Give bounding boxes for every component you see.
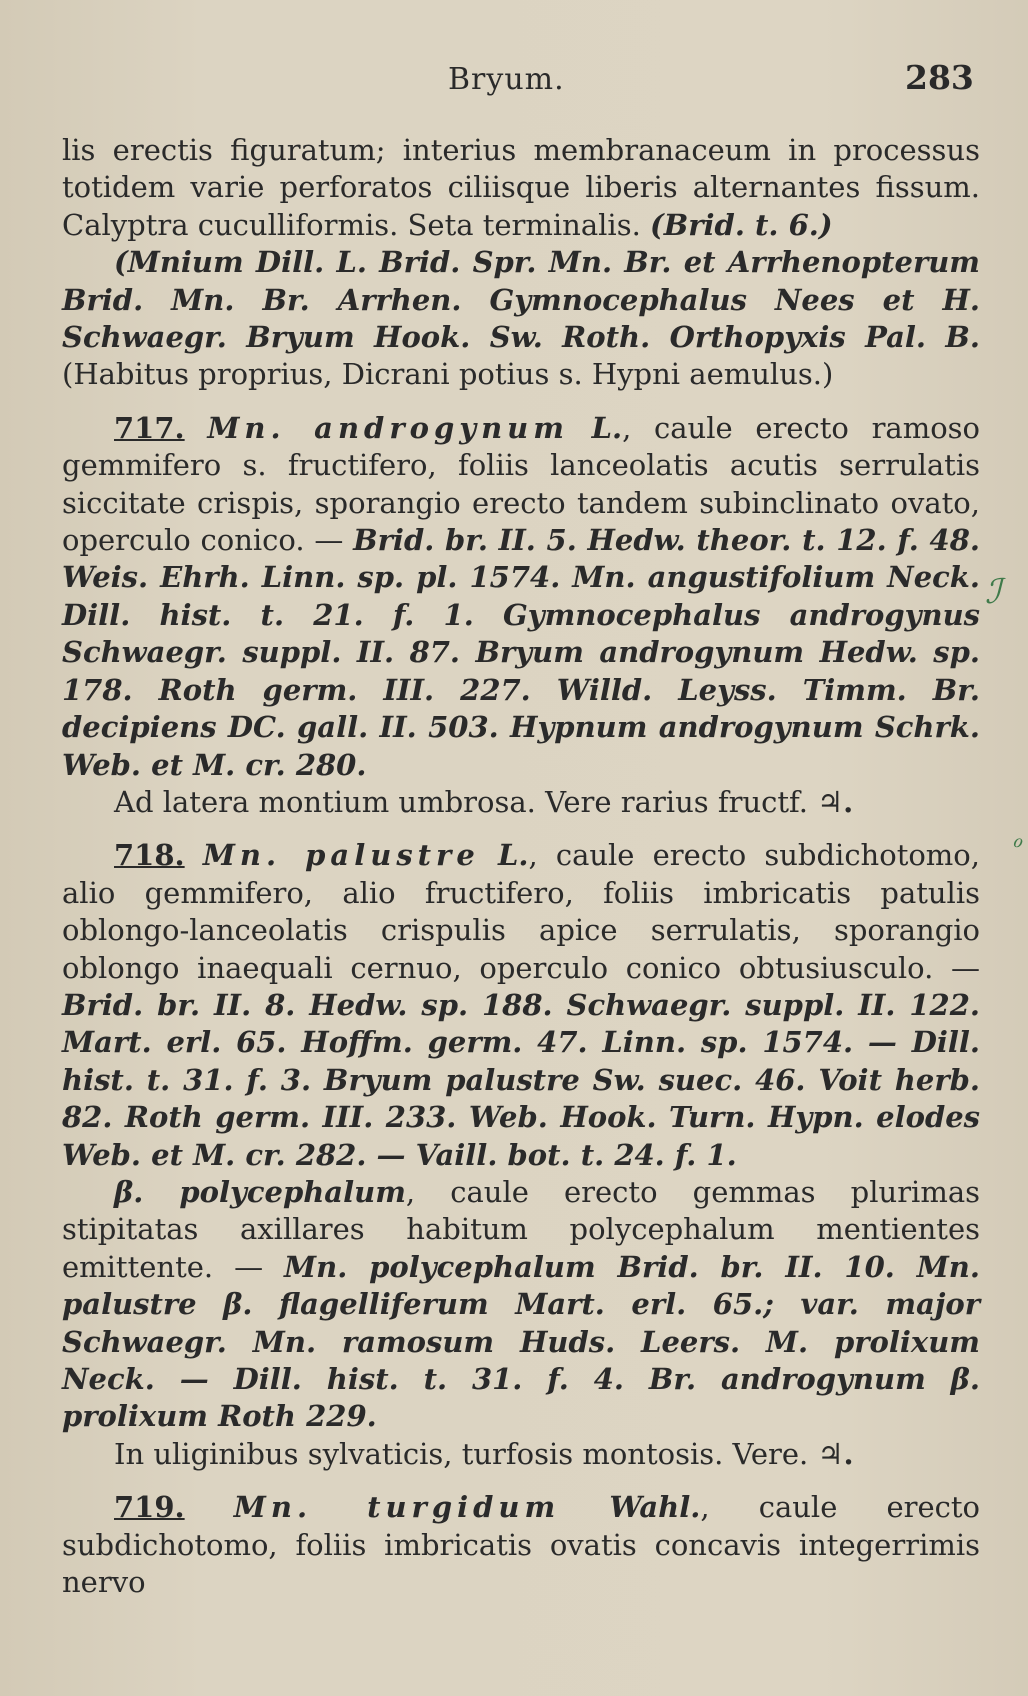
variety-beta-718 bbox=[62, 1174, 980, 1436]
entry-number: 719. bbox=[114, 1490, 185, 1525]
intro-paragraph bbox=[62, 132, 980, 244]
entry-number: 718. bbox=[114, 838, 185, 873]
running-head bbox=[0, 58, 1028, 98]
species-author: Wahl. bbox=[609, 1490, 701, 1525]
perennial-symbol: ♃. bbox=[817, 784, 854, 819]
species-author: L. bbox=[497, 838, 529, 873]
species-entry-718 bbox=[62, 837, 980, 1174]
species-name: Mn. androgynum bbox=[207, 410, 569, 445]
entry-number: 717. bbox=[114, 410, 185, 445]
variety-label: β. polycephalum bbox=[114, 1174, 406, 1209]
page-number: 283 bbox=[905, 58, 974, 97]
handwritten-margin-mark: ℴ bbox=[1012, 828, 1023, 853]
habitat-text: Ad latera montium umbrosa. Vere rarius fructf. bbox=[114, 784, 808, 819]
species-description: , caule erecto ramoso gemmifero s. fructifero, foliis lanceolatis acutis serrulatis siccitate crispis, sporangio erecto tandem subinclinato ovato, operculo conico. — bbox=[62, 410, 981, 558]
habitat-718 bbox=[62, 1436, 980, 1473]
synonyms-text: (Mnium Dill. L. Brid. Spr. Mn. Br. et Arrhenopterum Brid. Mn. Br. Arrhen. Gymnocephalus Nees et H. Schwaegr. Bryum Hook. Sw. Roth. Orthopyxis Pal. B. bbox=[62, 245, 980, 355]
species-name: Mn. palustre bbox=[202, 838, 480, 873]
running-title: Bryum. bbox=[448, 62, 565, 97]
habitat-text: In uliginibus sylvaticis, turfosis montosis. Vere. bbox=[114, 1436, 809, 1471]
species-author: L. bbox=[591, 410, 623, 445]
species-entry-717 bbox=[62, 410, 980, 784]
synonyms-habit-note: (Habitus proprius, Dicrani potius s. Hypni aemulus.) bbox=[62, 357, 834, 392]
species-references: Brid. br. II. 5. Hedw. theor. t. 12. f. 48. Weis. Ehrh. Linn. sp. pl. 1574. Mn. angustifolium Neck. Dill. hist. t. 21. f. 1. Gymnocephalus androgynus Schwaegr. suppl. II. 87. Bryum androgynum Hedw. sp. 178. Roth germ. III. 227. Willd. Leyss. Timm. Br. decipiens DC. gall. II. 503. Hypnum androgynum Schrk. Web. et M. cr. 280. bbox=[62, 523, 981, 782]
species-description: , caule erecto subdichotomo, alio gemmifero, alio fructifero, foliis imbricatis patulis oblongo-lanceolatis crispulis apice serrulatis, sporangio oblongo inaequali cernuo, operculo conico obtusiusculo. — bbox=[62, 838, 980, 985]
intro-text: lis erectis figuratum; interius membranaceum in processus totidem varie perforatos ciliisque liberis alternantes fissum. Calyptra cuculliformis. Seta terminalis. bbox=[62, 133, 980, 242]
species-name: Mn. turgidum bbox=[233, 1490, 561, 1525]
text-block bbox=[62, 132, 980, 1601]
handwritten-margin-mark: ℐ bbox=[985, 572, 1001, 612]
variety-references: Mn. polycephalum Brid. br. II. 10. Mn. palustre β. flagelliferum Mart. erl. 65.; var. major Schwaegr. Mn. ramosum Huds. Leers. M. prolixum Neck. — Dill. hist. t. 31. f. 4. Br. androgynum β. prolixum Roth 229. bbox=[62, 1249, 980, 1434]
species-entry-719 bbox=[62, 1489, 980, 1601]
variety-description: , caule erecto gemmas plurimas stipitatas axillares habitum polycephalum mentientes emittente. — bbox=[62, 1174, 981, 1284]
genus-synonyms bbox=[62, 244, 980, 394]
intro-reference: (Brid. t. 6.) bbox=[650, 207, 833, 242]
species-description: , caule erecto subdichotomo, foliis imbricatis ovatis concavis integerrimis nervo bbox=[62, 1490, 981, 1600]
perennial-symbol: ♃. bbox=[817, 1436, 854, 1471]
species-references: Brid. br. II. 8. Hedw. sp. 188. Schwaegr. suppl. II. 122. Mart. erl. 65. Hoffm. germ. 47. Linn. sp. 1574. — Dill. hist. t. 31. f. 3. Bryum palustre Sw. suec. 46. Voit herb. 82. Roth germ. III. 233. Web. Hook. Turn. Hypn. elodes Web. et M. cr. 282. — Vaill. bot. t. 24. f. 1. bbox=[62, 987, 980, 1172]
habitat-717 bbox=[62, 784, 980, 821]
